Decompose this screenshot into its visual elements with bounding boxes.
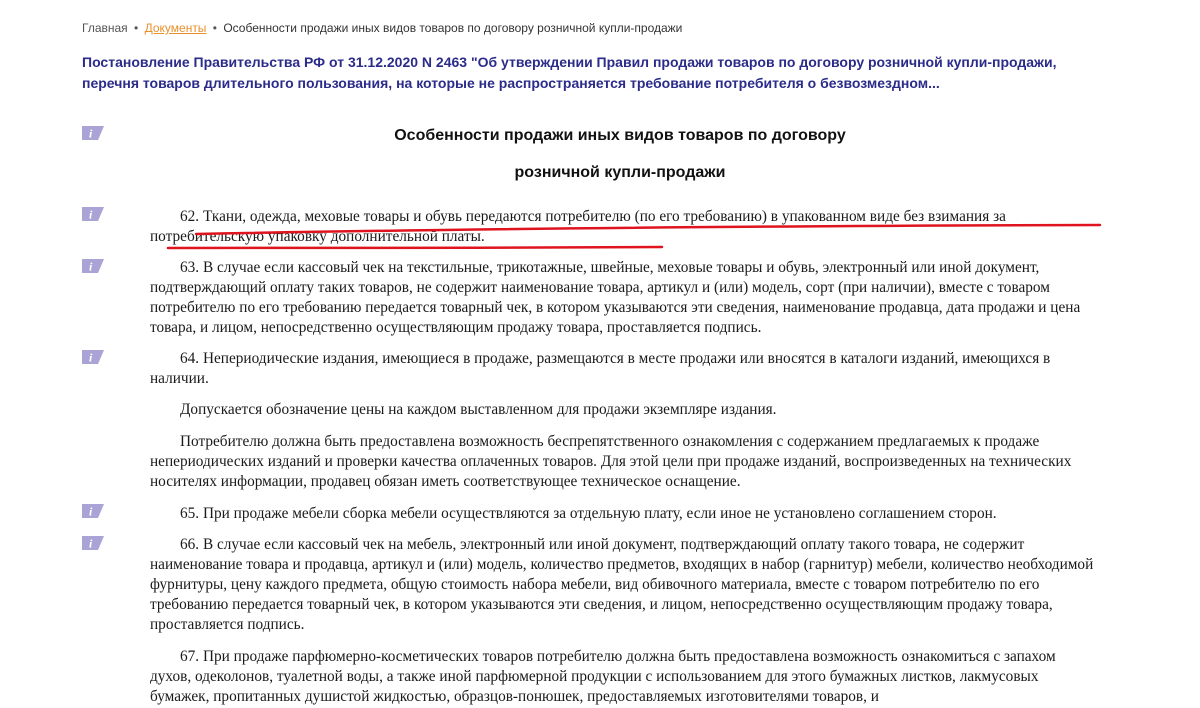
paragraph-67: 67. При продаже парфюмерно-косметических товаров потребителю должна быть предоставлена возможность ознакомиться с запахом духов, одеколонов, туалетной воды, а также иной парфюмерной продукции с использованием для этого бумажных листков, лакмусовых бумажек, пропитанных душистой жидкостью, образцов-понюшек, предоставляемых изготовителями товаров, и	[150, 648, 1056, 705]
svg-text:i: i	[89, 259, 93, 273]
breadcrumb-separator: •	[134, 21, 139, 35]
breadcrumb-separator: •	[212, 21, 217, 35]
paragraph-65: 65. При продаже мебели сборка мебели осуществляются за отдельную плату, если иное не установлено соглашением сторон.	[180, 505, 997, 522]
svg-text:i: i	[89, 536, 93, 550]
svg-text:i: i	[89, 126, 93, 140]
section-heading: розничной купли-продажи	[514, 164, 726, 181]
paragraph-66: 66. В случае если кассовый чек на мебель, электронный или иной документ, подтверждающий оплату такого товара, не содержит наименование товара и продавца, артикул и (или) модель, количество предметов, входящих в набор (гарнитур) мебели, количество необходимой фурнитуры, цену каждого предмета, общую стоимость набора мебели, вид обивочного материала, вместе с товаром потребителю по его требованию передается товарный чек, в котором указываются эти сведения, и лицом, непосредственно осуществляющим продажу товара, проставляется подпись.	[150, 536, 1094, 633]
paragraph-64-access: Потребителю должна быть предоставлена возможность беспрепятственного ознакомления с содержанием предлагаемых к продаже непериодических изданий и проверки качества оплаченных товаров. Для этой цели при продаже изданий, воспроизведенных на технических носителях информации, продавец обязан иметь соответствующее техническое оснащение.	[150, 433, 1072, 490]
breadcrumb-current: Особенности продажи иных видов товаров по договору розничной купли-продажи	[223, 21, 683, 35]
svg-text:i: i	[89, 350, 93, 364]
svg-text:i: i	[89, 207, 93, 221]
section-heading: Особенности продажи иных видов товаров по договору	[394, 127, 846, 144]
paragraph-64: 64. Непериодические издания, имеющиеся в продаже, размещаются в месте продажи или вносятся в каталоги изданий, имеющихся в наличии.	[150, 350, 1051, 387]
breadcrumb-documents-link[interactable]: Документы	[144, 21, 207, 35]
svg-text:i: i	[89, 504, 93, 518]
paragraph-62: 62. Ткани, одежда, меховые товары и обувь передаются потребителю (по его требованию) в упакованном виде без взимания за потребительскую упаковку дополнительной платы.	[150, 208, 1006, 245]
breadcrumb-home-link[interactable]: Главная	[82, 21, 128, 35]
paragraph-64-price: Допускается обозначение цены на каждом выставленном для продажи экземпляре издания.	[180, 401, 777, 418]
paragraph-63: 63. В случае если кассовый чек на текстильные, трикотажные, швейные, меховые товары и обувь, электронный или иной документ, подтверждающий оплату таких товаров, не содержит наименование товара, артикул и (или) модель, сорт (при наличии), вместе с товаром потребителю по его требованию передается товарный чек, в котором указываются эти сведения, наименование продавца, дата продажи и цена товара, и лицом, непосредственно осуществляющим продажу товара, проставляется подпись.	[150, 259, 1081, 336]
document-title-link[interactable]: Постановление Правительства РФ от 31.12.2020 N 2463 "Об утверждении Правил продажи товаров по договору розничной купли-продажи, перечня товаров длительного пользования, на которые не распространяется требование потребителя о безвозмездном...	[82, 54, 1057, 91]
